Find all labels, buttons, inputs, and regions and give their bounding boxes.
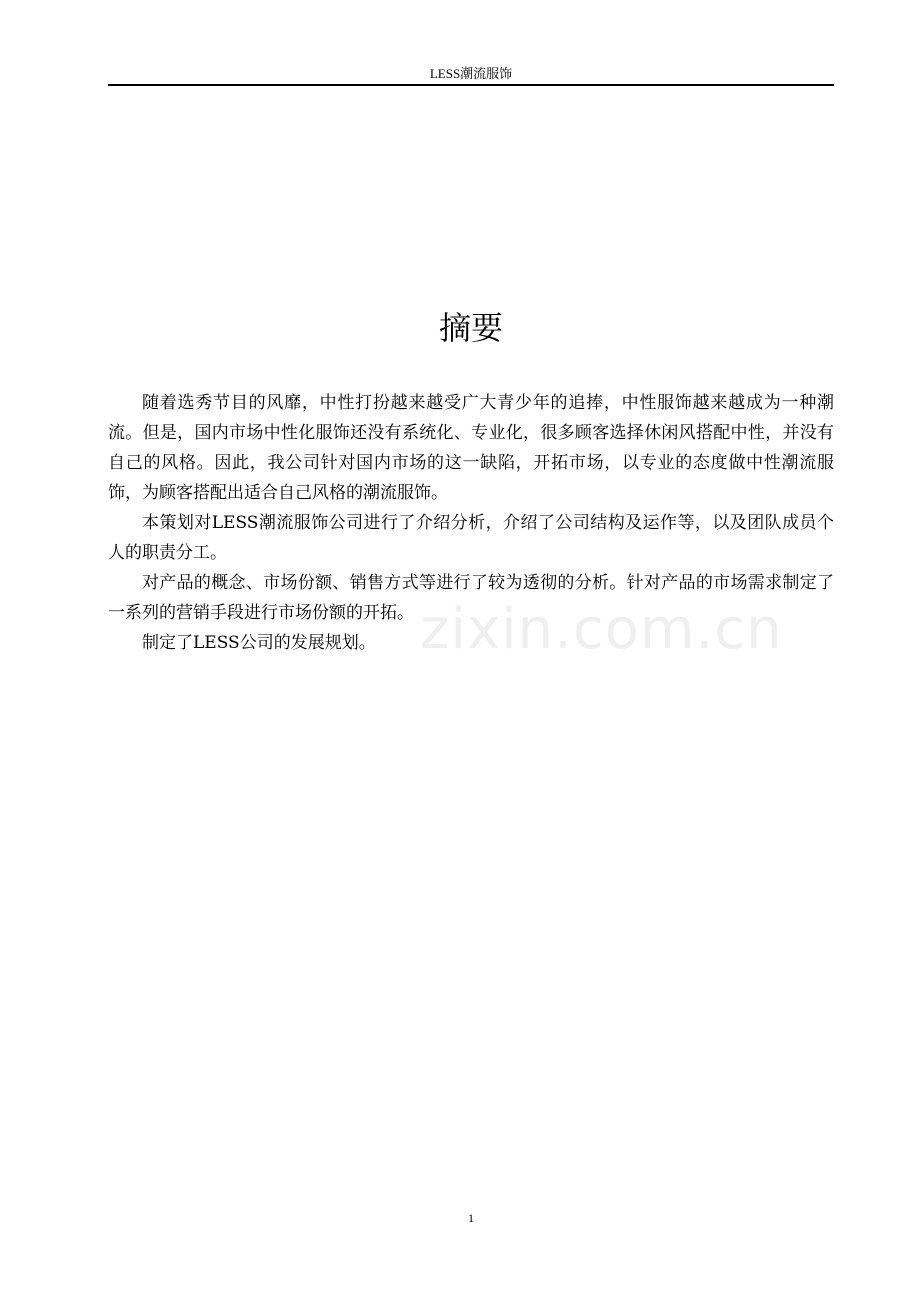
document-title: 摘要 bbox=[438, 309, 503, 347]
watermark: zixin.com.cn bbox=[420, 597, 783, 662]
paragraph: 本策划对LESS潮流服饰公司进行了介绍分析，介绍了公司结构及运作等，以及团队成员个人的职责分工。 bbox=[108, 513, 834, 563]
paragraph: 随着选秀节目的风靡，中性打扮越来越受广大青少年的追捧，中性服饰越来越成为一种潮流。但是，国内市场中性化服饰还没有系统化、专业化，很多顾客选择休闲风搭配中性，并没有自己的风格。因此，我公司针对国内市场的这一缺陷，开拓市场，以专业的态度做中性潮流服饰，为顾客搭配出适合自己风格的潮流服饰。 bbox=[108, 393, 834, 503]
document-body bbox=[108, 388, 834, 658]
paragraph: 制定了LESS公司的发展规划。 bbox=[142, 633, 376, 653]
page-number: 1 bbox=[468, 1211, 474, 1225]
header-text: LESS潮流服饰 bbox=[429, 66, 513, 81]
paragraph: 对产品的概念、市场份额、销售方式等进行了较为透彻的分析。针对产品的市场需求制定了一系列的营销手段进行市场份额的开拓。 bbox=[108, 573, 834, 623]
page-header bbox=[108, 60, 834, 86]
